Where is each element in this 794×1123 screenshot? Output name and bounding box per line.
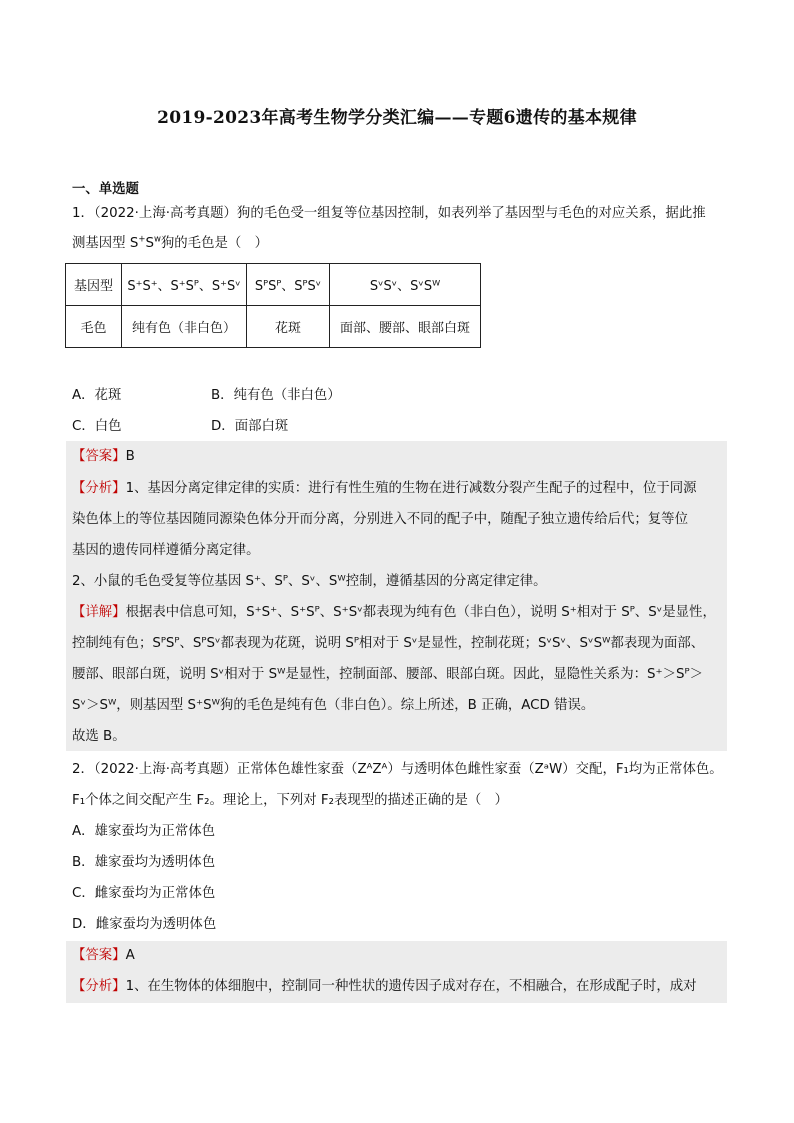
answer-tag: 【答案】 bbox=[72, 948, 126, 963]
q2-option-d: D．雌家蚕均为透明体色 bbox=[72, 917, 217, 932]
q2-stem-line2: F₁个体之间交配产生 F₂。理论上，下列对 F₂表现型的描述正确的是（ ） bbox=[72, 793, 509, 808]
q1-stem-text: 测基因型 S bbox=[72, 236, 139, 251]
q1-detail-line4: Sᵛ＞Sᵂ，则基因型 S⁺Sᵂ狗的毛色是纯有色（非白色）。综上所述，B 正确，ACD 错误。 bbox=[72, 698, 595, 713]
page-title: 2019-2023年高考生物学分类汇编——专题6遗传的基本规律 bbox=[157, 108, 637, 128]
q1-stem-sup: w bbox=[153, 234, 161, 245]
answer-value: A bbox=[125, 948, 135, 963]
q1-answer bbox=[72, 447, 135, 467]
q1-analysis-line1 bbox=[72, 479, 697, 499]
analysis-tag: 【分析】 bbox=[72, 481, 126, 496]
table-row bbox=[66, 264, 481, 306]
q2-option-a: A．雄家蚕均为正常体色 bbox=[72, 824, 216, 839]
table-row bbox=[66, 306, 481, 348]
q1-option-a: A．花斑 bbox=[72, 388, 122, 403]
table-cell: 纯有色（非白色） bbox=[122, 306, 247, 348]
table-cell: 面部、腰部、眼部白斑 bbox=[330, 306, 481, 348]
answer-tag: 【答案】 bbox=[72, 449, 126, 464]
q1-analysis-line2: 染色体上的等位基因随同源染色体分开而分离，分别进入不同的配子中，随配子独立遗传给后代；复等位 bbox=[72, 512, 688, 527]
q1-stem-line1: 1．（2022·上海·高考真题）狗的毛色受一组复等位基因控制，如表列举了基因型与毛色的对应关系，据此推 bbox=[72, 206, 706, 221]
q1-option-c: C．白色 bbox=[72, 419, 122, 434]
q1-analysis-line4: 2、小鼠的毛色受复等位基因 S⁺、Sᴾ、Sᵛ、Sᵂ控制，遵循基因的分离定律定律。 bbox=[72, 574, 547, 589]
answer-value: B bbox=[125, 449, 135, 464]
q1-option-d: D．面部白斑 bbox=[211, 419, 289, 434]
analysis-tag: 【分析】 bbox=[72, 979, 126, 994]
q2-analysis-line1 bbox=[72, 977, 697, 997]
q1-conclusion: 故选 B。 bbox=[72, 729, 126, 744]
q2-option-c: C．雌家蚕均为正常体色 bbox=[72, 886, 216, 901]
q1-analysis-line3: 基因的遗传同样遵循分离定律。 bbox=[72, 543, 260, 558]
q1-stem-sup: + bbox=[138, 234, 146, 245]
q2-stem-line1: 2．（2022·上海·高考真题）正常体色雄性家蚕（ZᴬZᴬ）与透明体色雌性家蚕（ZᵃW）交配，F₁均为正常体色。 bbox=[72, 762, 723, 777]
q1-stem-line2 bbox=[72, 234, 268, 254]
analysis-text: 1、基因分离定律定律的实质：进行有性生殖的生物在进行减数分裂产生配子的过程中，位于同源 bbox=[125, 481, 697, 496]
q2-answer bbox=[72, 946, 135, 966]
section-heading: 一、单选题 bbox=[72, 182, 139, 197]
q1-stem-text: S bbox=[145, 236, 154, 251]
detail-tag: 【详解】 bbox=[72, 605, 126, 620]
genotype-table bbox=[65, 263, 481, 348]
table-cell: 毛色 bbox=[66, 306, 122, 348]
q1-detail-line3: 腰部、眼部白斑，说明 Sᵛ相对于 Sᵂ是显性，控制面部、腰部、眼部白斑。因此，显隐性关系为：S⁺＞Sᴾ＞ bbox=[72, 667, 703, 682]
table-cell: 基因型 bbox=[66, 264, 122, 306]
table-cell: S⁺S⁺、S⁺Sᴾ、S⁺Sᵛ bbox=[122, 264, 247, 306]
detail-text: 根据表中信息可知，S⁺S⁺、S⁺Sᴾ、S⁺Sᵛ都表现为纯有色（非白色），说明 S⁺相对于 Sᴾ、Sᵛ是显性， bbox=[125, 605, 716, 620]
q1-option-b: B．纯有色（非白色） bbox=[211, 388, 341, 403]
q2-option-b: B．雄家蚕均为透明体色 bbox=[72, 855, 216, 870]
table-cell: SᴾSᴾ、SᴾSᵛ bbox=[247, 264, 330, 306]
q1-detail-line1 bbox=[72, 603, 716, 623]
analysis-text: 1、在生物体的体细胞中，控制同一种性状的遗传因子成对存在，不相融合，在形成配子时，成对 bbox=[125, 979, 697, 994]
table-cell: 花斑 bbox=[247, 306, 330, 348]
q1-detail-line2: 控制纯有色；SᴾSᴾ、SᴾSᵛ都表现为花斑，说明 Sᴾ相对于 Sᵛ是显性，控制花斑；SᵛSᵛ、SᵛSᵂ都表现为面部、 bbox=[72, 636, 705, 651]
q1-stem-text: 狗的毛色是（ ） bbox=[160, 236, 269, 251]
table-cell: SᵛSᵛ、SᵛSᵂ bbox=[330, 264, 481, 306]
